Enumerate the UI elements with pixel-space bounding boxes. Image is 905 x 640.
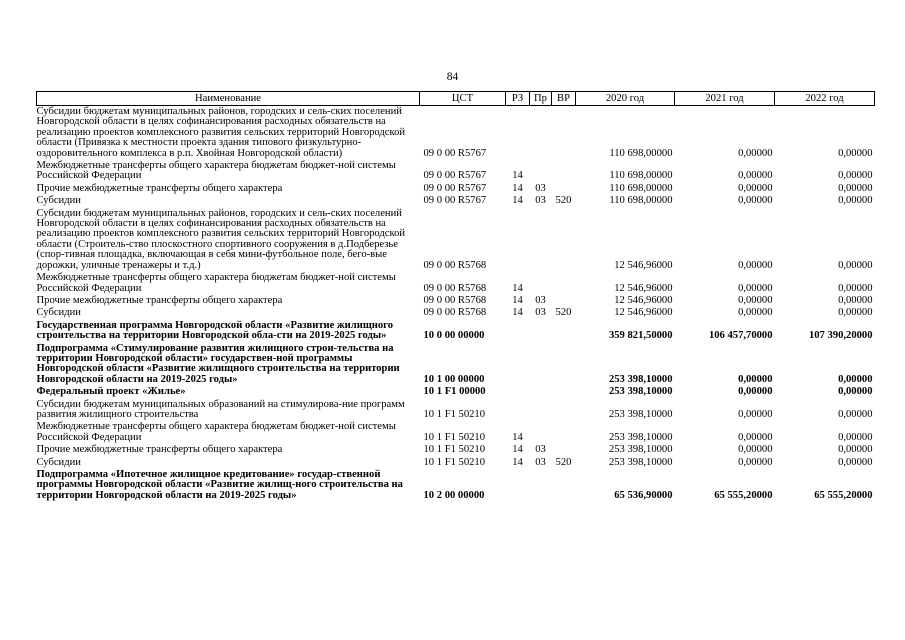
row-value-2021: 0,00000 [738, 408, 773, 420]
row-cst: 10 1 F1 50210 [423, 456, 486, 468]
row-value-2020: 253 398,10000 [608, 456, 673, 468]
row-pr [530, 421, 552, 444]
row-rz [506, 469, 530, 502]
row-value-2021: 0,00000 [738, 431, 773, 443]
header-2022: 2022 год [775, 92, 875, 106]
row-pr: 03 [535, 456, 546, 468]
table-row [37, 160, 875, 183]
row-vr [552, 106, 576, 161]
row-name: Подпрограмма «Ипотечное жилищное кредитование» государ-ственной программы Новгородской области «Развитие жилищ-ного строительства на территории Новгородской области на 2019-2025 годы» [36, 469, 403, 501]
row-value-2021: 0,00000 [738, 373, 773, 385]
row-pr [530, 160, 552, 183]
row-name: Межбюджетные трансферты общего характера бюджетам бюджет-ной системы Российской Федерации [36, 272, 396, 294]
row-rz: 14 [512, 182, 523, 194]
row-rz: 14 [512, 307, 523, 319]
row-cst: 10 1 F1 00000 [423, 386, 486, 398]
row-rz [506, 386, 530, 398]
row-vr: 520 [555, 307, 572, 319]
row-name: Субсидии бюджетам муниципальных образований на стимулирова-ние программ развития жилищного строительства [36, 398, 405, 420]
row-cst: 09 0 00 R5767 [423, 170, 487, 182]
row-value-2021: 0,00000 [738, 282, 773, 294]
table-row [37, 421, 875, 444]
row-pr: 03 [535, 195, 546, 207]
row-value-2021: 0,00000 [738, 170, 773, 182]
table-row [37, 307, 875, 319]
table-row [37, 320, 875, 343]
row-value-2020: 253 398,10000 [608, 444, 673, 456]
row-name: Межбюджетные трансферты общего характера бюджетам бюджет-ной системы Российской Федерации [36, 421, 396, 443]
row-rz [506, 320, 530, 343]
row-vr [552, 386, 576, 398]
row-cst: 10 1 F1 50210 [423, 431, 486, 443]
row-value-2020: 253 398,10000 [608, 386, 673, 398]
row-value-2020: 12 546,96000 [614, 307, 673, 319]
row-vr [552, 295, 576, 307]
row-vr: 520 [555, 195, 572, 207]
row-value-2022: 65 555,20000 [814, 489, 873, 501]
row-rz [506, 399, 530, 422]
row-cst: 09 0 00 R5767 [423, 147, 487, 159]
row-vr [552, 421, 576, 444]
table-row [37, 469, 875, 502]
table-row [37, 386, 875, 398]
row-vr [552, 208, 576, 272]
row-value-2020: 12 546,96000 [614, 294, 673, 306]
row-name: Прочие межбюджетные трансферты общего характера [36, 182, 283, 194]
header-vr: ВР [552, 92, 576, 106]
table-row [37, 195, 875, 207]
row-cst: 10 0 00 00000 [423, 330, 485, 342]
row-value-2022: 0,00000 [838, 431, 873, 443]
row-pr: 03 [535, 307, 546, 319]
row-vr [552, 399, 576, 422]
row-pr: 03 [535, 294, 546, 306]
table-row [37, 457, 875, 469]
row-rz: 14 [512, 195, 523, 207]
table-row [37, 444, 875, 456]
row-value-2022: 0,00000 [838, 408, 873, 420]
row-value-2020: 110 698,00000 [609, 195, 673, 207]
budget-table [36, 91, 875, 502]
row-cst: 09 0 00 R5768 [423, 294, 487, 306]
row-value-2021: 0,00000 [738, 456, 773, 468]
row-value-2022: 0,00000 [838, 147, 873, 159]
row-name: Подпрограмма «Стимулирование развития жилищного строи-тельства на территории Новгородской области» государствен-ной программы Новгородской области «Развитие жилищного строительства на территории Новгородской области на 2019-2025 годы» [36, 342, 400, 385]
row-value-2021: 0,00000 [738, 182, 773, 194]
page-number: 84 [446, 71, 459, 83]
row-name: Субсидии [36, 307, 81, 319]
header-2020: 2020 год [576, 92, 675, 106]
table-header-row [37, 92, 875, 106]
row-value-2020: 253 398,10000 [608, 431, 673, 443]
row-rz: 14 [512, 294, 523, 306]
row-name: Прочие межбюджетные трансферты общего характера [36, 294, 283, 306]
row-vr: 520 [555, 456, 572, 468]
table-row [37, 343, 875, 387]
table-row [37, 399, 875, 422]
row-vr [552, 320, 576, 343]
row-cst: 10 1 F1 50210 [423, 444, 486, 456]
row-value-2020: 110 698,00000 [609, 147, 673, 159]
row-value-2021: 0,00000 [738, 147, 773, 159]
row-pr [530, 106, 552, 161]
row-name: Субсидии бюджетам муниципальных районов, городских и сель-ских поселений Новгородской области в целях софинансирования расходных обязательств на реализацию проектов комплексного развития сельских территорий Новгородской области (Строитель-ство плоскостного спортивного сооружения в д.Подберезье (спор-тивная площадка, включающая в себя мини-футбольное поле, бего-вые дорожки, уличные тренажеры и т.д.) [36, 207, 406, 271]
row-pr [530, 343, 552, 387]
row-value-2020: 253 398,10000 [608, 373, 673, 385]
row-pr [530, 469, 552, 502]
table-row [37, 295, 875, 307]
row-value-2022: 0,00000 [838, 386, 873, 398]
row-value-2022: 0,00000 [838, 456, 873, 468]
row-value-2021: 65 555,20000 [714, 489, 773, 501]
row-vr [552, 444, 576, 456]
row-rz: 14 [512, 282, 523, 294]
header-pr: Пр [530, 92, 552, 106]
row-value-2021: 0,00000 [738, 294, 773, 306]
row-value-2020: 65 536,90000 [614, 489, 673, 501]
row-cst: 10 2 00 00000 [423, 489, 485, 501]
row-value-2021: 0,00000 [738, 386, 773, 398]
row-cst: 09 0 00 R5768 [423, 307, 487, 319]
row-value-2021: 0,00000 [738, 259, 773, 271]
row-value-2022: 0,00000 [838, 444, 873, 456]
row-vr [552, 183, 576, 195]
table-body [37, 106, 875, 503]
row-cst: 10 1 F1 50210 [423, 408, 486, 420]
row-rz: 14 [512, 431, 523, 443]
header-rz: РЗ [506, 92, 530, 106]
row-value-2022: 0,00000 [838, 182, 873, 194]
row-vr [552, 343, 576, 387]
row-name: Субсидии [36, 195, 81, 207]
row-value-2020: 359 821,50000 [608, 330, 673, 342]
row-cst: 09 0 00 R5768 [423, 259, 487, 271]
row-value-2022: 0,00000 [838, 307, 873, 319]
row-value-2022: 0,00000 [838, 259, 873, 271]
row-value-2020: 12 546,96000 [614, 259, 673, 271]
row-name: Субсидии бюджетам муниципальных районов, городских и сель-ских поселений Новгородской области в целях софинансирования расходных обязательств на реализацию проектов комплексного развития сельских территорий Новгородской области (Привязка к местности проекта здания типового физкультурно-оздоровительного комплекса в р.п. Хвойная Новгородской области) [36, 106, 406, 159]
row-rz: 14 [512, 444, 523, 456]
row-value-2022: 0,00000 [838, 170, 873, 182]
row-cst: 09 0 00 R5768 [423, 282, 487, 294]
table-row [37, 183, 875, 195]
row-pr: 03 [535, 444, 546, 456]
row-cst: 10 1 00 00000 [423, 373, 485, 385]
row-pr [530, 386, 552, 398]
row-rz [506, 343, 530, 387]
row-cst: 09 0 00 R5767 [423, 195, 487, 207]
row-rz [506, 208, 530, 272]
row-value-2022: 107 390,20000 [808, 330, 873, 342]
table-row [37, 208, 875, 272]
row-name: Государственная программа Новгородской области «Развитие жилищного строительства на территории Новгородской обла-сти на 2019-2025 годы» [36, 319, 394, 342]
row-name: Прочие межбюджетные трансферты общего характера [36, 444, 283, 456]
row-vr [552, 160, 576, 183]
row-rz [506, 106, 530, 161]
row-rz: 14 [512, 170, 523, 182]
row-value-2021: 0,00000 [738, 195, 773, 207]
row-value-2022: 0,00000 [838, 282, 873, 294]
header-name: Наименование [37, 92, 420, 106]
row-name: Межбюджетные трансферты общего характера бюджетам бюджет-ной системы Российской Федерации [36, 160, 396, 182]
row-value-2020: 110 698,00000 [609, 182, 673, 194]
row-pr [530, 272, 552, 295]
table-row [37, 272, 875, 295]
row-value-2022: 0,00000 [838, 195, 873, 207]
row-vr [552, 272, 576, 295]
row-name: Субсидии [36, 456, 81, 468]
row-pr [530, 208, 552, 272]
row-pr [530, 399, 552, 422]
row-value-2021: 0,00000 [738, 307, 773, 319]
row-pr [530, 320, 552, 343]
table-row [37, 106, 875, 161]
header-cst: ЦСТ [420, 92, 506, 106]
row-value-2020: 110 698,00000 [609, 170, 673, 182]
row-value-2021: 0,00000 [738, 444, 773, 456]
row-value-2022: 0,00000 [838, 373, 873, 385]
header-2021: 2021 год [675, 92, 775, 106]
row-rz: 14 [512, 456, 523, 468]
row-value-2021: 106 457,70000 [708, 330, 773, 342]
row-name: Федеральный проект «Жилье» [36, 386, 186, 398]
row-cst: 09 0 00 R5767 [423, 182, 487, 194]
row-vr [552, 469, 576, 502]
row-pr: 03 [535, 182, 546, 194]
row-value-2020: 12 546,96000 [614, 282, 673, 294]
row-value-2022: 0,00000 [838, 294, 873, 306]
row-value-2020: 253 398,10000 [608, 408, 673, 420]
